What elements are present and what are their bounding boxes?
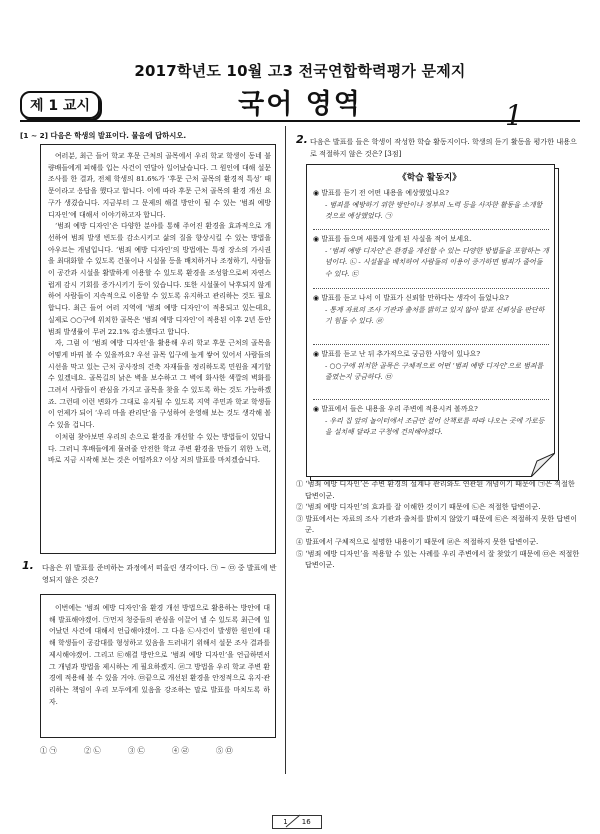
slash-divider-icon [283, 814, 303, 828]
worksheet-divider [313, 344, 549, 345]
answer-option[interactable]: ① ㉠ [40, 746, 57, 755]
passage-paragraph: ‘범죄 예방 디자인’은 다양한 분야를 통해 주어진 환경을 효과적으로 개선하여 범죄 발생 빈도를 감소시키고 삶의 질을 향상시킬 수 있는 방법을 아우르는 개념입니다. ‘범죄 예방 디자인’의 방법에는 특정 장소의 가시권을 최대화할 수 있도록 건물이나 시설물 등을 배치하거나 조정하기, 사람들이 공간과 시설을 활발하게 이용할 수 있도록 환경을 조성함으로써 자연스럽게 감시 기회를 증가시키기 등이 있습니다. 또한 시설물이 낙후되지 않게 하여 사람들이 지속적으로 이용할 수 있도록 유지하고 관리하는 것도 필요합니다. 최근 들어 여러 지역에 ‘범죄 예방 디자인’이 적용되고 있는데요, 실제로 ○○구에 위치한 골목은 ‘범죄 예방 디자인’이 적용된 이후 2년 동안 범죄 발생률이 무려 22.1% 감소했다고 합니다. [48, 222, 271, 336]
passage-paragraph: 이처럼 찾아보면 우리의 손으로 환경을 개선할 수 있는 방법들이 있답니다. 그러니 후배들에게 물려줄 안전한 학교 주변 환경을 만들기 위한 노력, 바로 지금 시작해 보는 것은 어떨까요? 이상 저의 발표를 마치겠습니다. [48, 432, 271, 465]
worksheet-question: ◉ 발표를 들으며 새롭게 알게 된 사실을 적어 보세요. [313, 235, 472, 243]
worksheet-answer: - 통계 자료의 조사 기관과 출처를 밝히고 있지 않아 발표 신뢰성을 판단하기 힘들 수 있다. ㉣ [325, 305, 545, 326]
question-stem: 다음은 발표를 들은 학생이 작성한 학습 활동지이다. 학생의 듣기 활동을 평가한 내용으로 적절하지 않은 것은? [3점] [310, 137, 577, 158]
question-1-options [40, 746, 280, 756]
subject-title: 국어 영역 [238, 89, 362, 120]
worksheet-answer: - ○○구에 위치한 골목은 구체적으로 어떤 ‘범죄 예방 디자인’으로 범죄를 줄였는지 궁금하다. ㉤ [325, 361, 544, 382]
answer-option[interactable]: ③ ㉢ [128, 746, 145, 755]
period-badge: 제 1 교시 [20, 91, 100, 119]
answer-option[interactable]: ⑤ ‘범죄 예방 디자인’을 적용할 수 있는 사례를 우리 주변에서 잘 찾았기 때문에 ㉤은 적절한 답변이군. [296, 548, 580, 570]
question-box-text: 이번에는 ‘범죄 예방 디자인’을 환경 개선 방법으로 활용하는 방안에 대해 발표해야겠어. ㉠먼저 청중들의 관심을 이끌어 낼 수 있도록 최근에 일어났던 사건에 대해서 언급해야겠어. 그 다음 ㉡사건이 발생한 원인에 대해 학생들이 공감대를 형성하고 있음을 드러내기 위해서 설문 조사 결과를 제시해야겠어. 그리고 ㉢해결 방안으로 ‘범죄 예방 디자인’을 언급하면서 그 개념과 방법을 제시하는 게 필요하겠지. ㉣그 방법을 우리 학교 주변 환경에 적용해 볼 수 있을 거야. ㉤끝으로 개선된 환경을 안정적으로 유지·관리하는 책임이 우리 모두에게 있음을 강조하는 말로 발표를 마치도록 하자. [49, 604, 270, 706]
page-curl-icon [531, 453, 555, 477]
question-range-instruction: [1 ~ 2] 다음은 학생의 발표이다. 물음에 답하시오. [20, 131, 187, 140]
worksheet-item [313, 293, 549, 328]
question-number: 1. [22, 559, 34, 572]
worksheet-question: ◉ 발표를 듣고 나서 이 발표가 신뢰할 만하다는 생각이 들었나요? [313, 294, 509, 302]
worksheet-item [313, 188, 549, 223]
exam-title: 2017학년도 10월 고3 전국연합학력평가 문제지 [134, 62, 466, 80]
answer-option[interactable]: ⑤ ㉤ [216, 746, 233, 755]
column-divider [285, 126, 286, 774]
answer-option[interactable]: ④ ㉣ [172, 746, 189, 755]
worksheet-question: ◉ 발표에서 들은 내용을 우리 주변에 적용시켜 볼까요? [313, 405, 478, 413]
worksheet-item [313, 349, 549, 384]
worksheet-answer: - 범죄를 예방하기 위한 방안이나 정부의 노력 등을 사자한 활동을 소개할 것으로 예상했었다. ㉠ [325, 200, 543, 221]
question-number: 2. [296, 133, 308, 146]
worksheet-item [313, 404, 549, 439]
header-rule [20, 120, 580, 122]
question-stem: 다음은 위 발표를 준비하는 과정에서 떠올린 생각이다. ㉠ ~ ㉤ 중 발표에 반영되지 않은 것은? [42, 563, 277, 584]
answer-option[interactable]: ③ 발표에서는 자료의 조사 기관과 출처를 밝히지 않았기 때문에 ㉢은 적절하지 못한 답변이군. [296, 513, 578, 535]
answer-option[interactable]: ② ‘범죄 예방 디자인’의 효과를 잘 이해한 것이기 때문에 ㉡은 적절한 답변이군. [296, 502, 541, 512]
passage-paragraph: 자, 그럼 이 ‘범죄 예방 디자인’을 활용해 우리 학교 후문 근처의 골목을 어떻게 바꿔 볼 수 있을까요? 우선 골목 입구에 높게 쌓여 있어서 사람들의 시선을 막고 있는 근처 공사장의 건축 자재들을 정리하도록 민원을 제기할 수 있겠네요. 골목길의 낡은 벽을 보수하고 그 벽에 화사한 색깔의 벽화를 그려서 사람들이 관심을 가지고 골목을 찾을 수 있도록 하는 것도 가능하겠죠. 그런데 이런 변화가 그대로 유지될 수 있도록 지역 주민과 학교 학생들이 언제가 되어 ‘우리 마을 관리단’을 구성하여 운영해 보는 것도 생각해 볼 수 있을 겁니다. [48, 339, 271, 430]
worksheet-divider [313, 229, 549, 230]
worksheet-question: ◉ 발표를 듣고 난 뒤 추가적으로 궁금한 사항이 있나요? [313, 350, 481, 358]
worksheet-divider [313, 399, 549, 400]
worksheet-question: ◉ 발표를 듣기 전 어떤 내용을 예상했었나요? [313, 189, 450, 197]
answer-option[interactable]: ④ 발표에서 구체적으로 설명한 내용이기 때문에 ㉣은 적절하지 못한 답변이군. [296, 536, 539, 546]
worksheet-answer: - ‘범죄 예방 디자인’은 환경을 개선할 수 있는 다양한 방법들을 포함하는 개념이다. ㉡ - 시설물을 배치하여 사람들의 이용이 증가하면 범죄가 줄어들 수 있다. ㉢ [325, 246, 549, 278]
passage-box [40, 144, 276, 554]
question-2-options [296, 478, 582, 571]
question-1 [22, 559, 280, 585]
passage-paragraph: 여러분, 최근 들어 학교 후문 근처의 골목에서 우리 학교 학생이 동네 불량배들에게 피해를 입는 사건이 연달아 일어났습니다. 그 원인에 대해 설문 조사를 한 결과, 전체 학생의 81.6%가 ‘후문 근처 골목의 환경적 특성’ 때문이라고 응답을 했다고 합니다. 이에 따라 후문 근처 골목의 환경 개선 요구가 생겼습니다. 지금부터 그 문제의 해결 방안이 될 수 있는 ‘범죄 예방 디자인’에 대해서 이야기하고자 합니다. [48, 152, 271, 219]
worksheet-divider [313, 288, 549, 289]
worksheet-item [313, 234, 549, 280]
question-2 [296, 133, 580, 159]
page-number: 1 [505, 99, 523, 132]
worksheet-answer: - 우리 집 앞의 놀이터에서 조금만 걸어 산책로를 따라 나오는 곳에 가로등을 설치해 달라고 구청에 건의해야겠다. [325, 416, 545, 437]
footer-page-current: 1 [283, 818, 288, 826]
answer-option[interactable]: ② ㉡ [84, 746, 101, 755]
question-1-box [40, 594, 276, 738]
worksheet-title: 《학습 활동지》 [397, 173, 462, 183]
footer-page-total: 16 [301, 818, 311, 826]
answer-option[interactable]: ① ‘범죄 예방 디자인’은 주변 환경의 설계나 관리와도 연관된 개념이기 때문에 ㉠은 적절한 답변이군. [296, 479, 575, 500]
